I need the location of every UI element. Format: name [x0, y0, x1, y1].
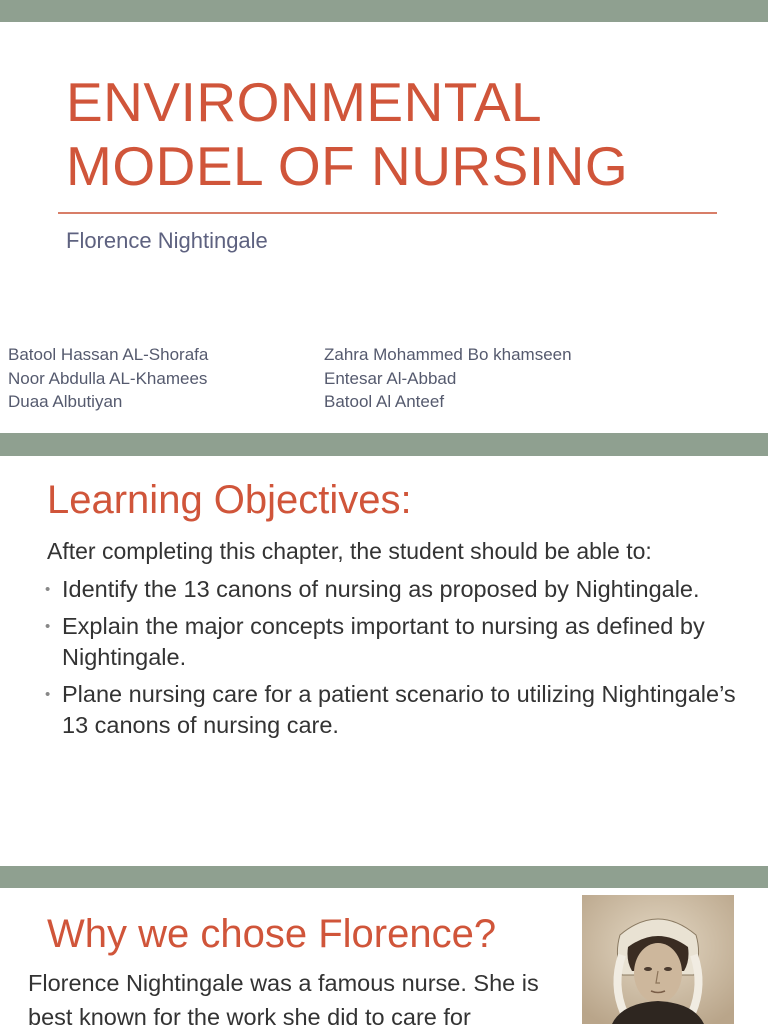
list-item: [45, 611, 745, 673]
author-name: Duaa Albutiyan: [8, 392, 123, 411]
slide-title-line-2: MODEL OF NURSING: [66, 135, 629, 197]
slide-subtitle: Florence Nightingale: [66, 228, 268, 253]
slide-separator-band: [0, 433, 768, 456]
author-name: Batool Al Anteef: [324, 392, 445, 411]
objective-text: Identify the 13 canons of nursing as proposed by Nightingale.: [62, 576, 700, 602]
authors-left-column: [8, 343, 208, 414]
bullet-dot-icon: •: [45, 686, 51, 703]
bullet-dot-icon: •: [45, 581, 51, 598]
authors-right-column: [324, 343, 572, 414]
list-item: [45, 679, 745, 741]
why-florence-body: Florence Nightingale was a famous nurse. She is best known for the work she did to care for: [28, 970, 539, 1030]
florence-portrait-image: [582, 895, 734, 1024]
learning-objectives-heading: Learning Objectives:: [47, 478, 412, 522]
author-name: Noor Abdulla AL-Khamees: [8, 368, 208, 388]
objectives-intro: After completing this chapter, the student should be able to:: [47, 538, 652, 564]
author-name: Zahra Mohammed Bo khamseen: [324, 345, 572, 364]
objectives-list: [45, 574, 745, 747]
author-name: Entesar Al-Abbad: [324, 368, 457, 388]
bullet-dot-icon: •: [45, 618, 51, 635]
list-item: [45, 574, 745, 605]
portrait-icon: [582, 895, 734, 1024]
author-name: Batool Hassan AL-Shorafa: [8, 345, 209, 364]
slide-top-band: [0, 0, 768, 22]
why-florence-heading: Why we chose Florence?: [47, 912, 497, 956]
title-divider: [58, 212, 717, 214]
objective-text: Plane nursing care for a patient scenario to utilizing Nightingale’s 13 canons of nursing care.: [62, 681, 736, 738]
slide-separator-band: [0, 866, 768, 888]
slide-title-line-1: ENVIRONMENTAL: [66, 71, 543, 133]
objective-text: Explain the major concepts important to nursing as defined by Nightingale.: [62, 613, 705, 670]
slide-title: [66, 70, 628, 198]
